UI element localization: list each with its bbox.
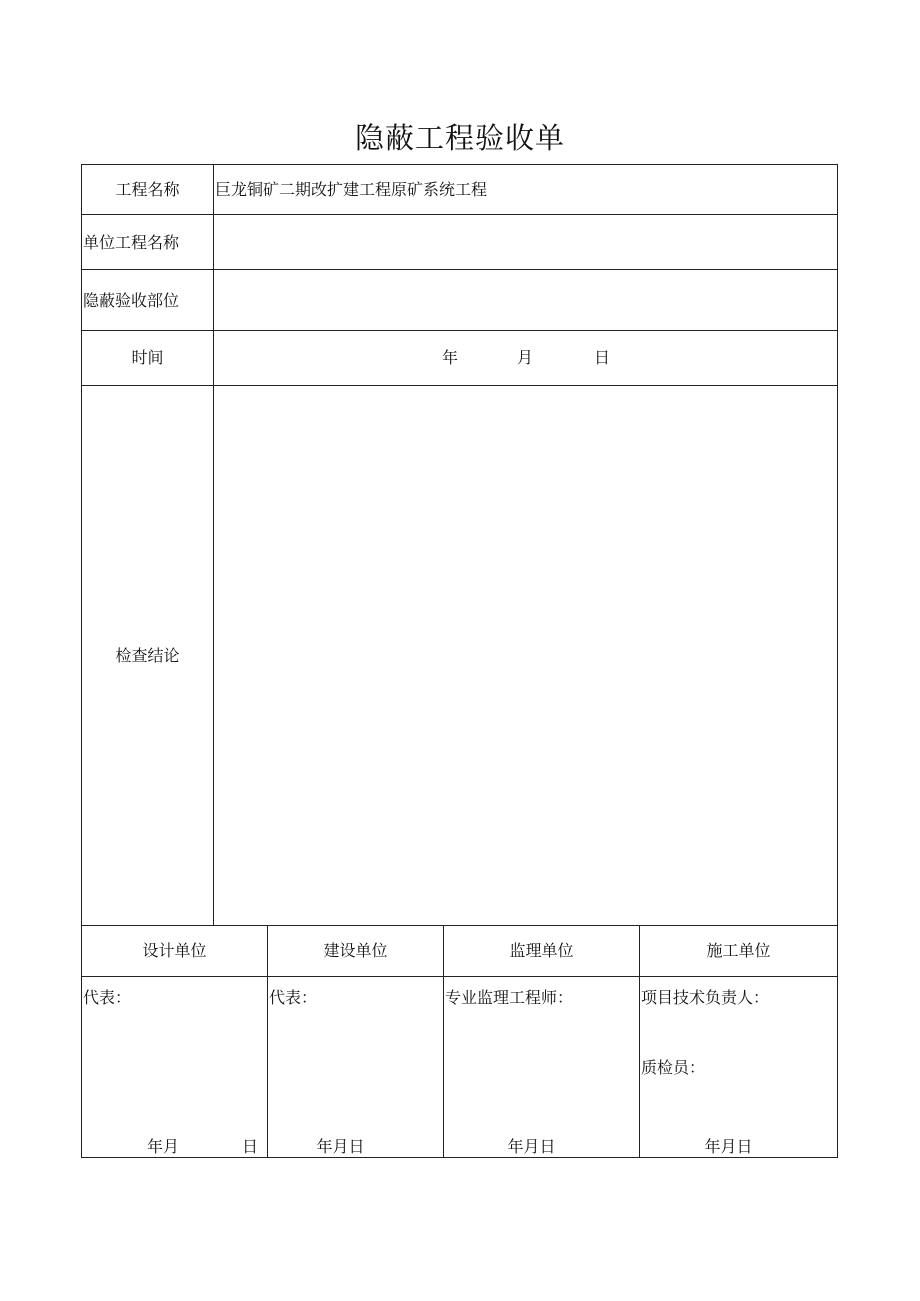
contractor-qc-label: 质检员： [641, 1058, 706, 1077]
row-divider [81, 214, 838, 215]
label-column-divider [213, 164, 214, 925]
conclusion-value[interactable] [220, 395, 830, 915]
time-day-label: 日 [594, 348, 611, 367]
construction-owner-header: 建设单位 [323, 941, 388, 960]
construction-owner-date: 年月日 [316, 1137, 365, 1156]
design-rep-label: 代表： [83, 988, 132, 1007]
design-date-day: 日 [242, 1137, 259, 1156]
project-name-label: 工程名称 [115, 180, 180, 199]
supervision-unit-header: 监理单位 [509, 941, 574, 960]
supervision-engineer-label: 专业监理工程师： [445, 988, 574, 1007]
design-unit-header: 设计单位 [142, 941, 207, 960]
supervision-date: 年月日 [507, 1137, 556, 1156]
row-divider [81, 330, 838, 331]
construction-owner-rep-label: 代表： [269, 988, 318, 1007]
time-label: 时间 [131, 348, 164, 367]
time-year-label: 年 [442, 348, 459, 367]
concealed-part-label: 隐蔽验收部位 [83, 291, 180, 310]
row-divider [81, 925, 838, 926]
project-name-value: 巨龙铜矿二期改扩建工程原矿系统工程 [215, 180, 488, 199]
concealed-part-value[interactable] [220, 291, 830, 311]
contractor-date: 年月日 [704, 1137, 753, 1156]
unit-project-name-value[interactable] [220, 233, 830, 253]
time-month-label: 月 [517, 348, 534, 367]
contractor-tech-lead-label: 项目技术负责人： [641, 988, 770, 1007]
unit-project-name-label: 单位工程名称 [83, 233, 180, 252]
row-divider [81, 385, 838, 386]
row-divider [81, 269, 838, 270]
design-date-year-month: 年月 [147, 1137, 180, 1156]
form-title: 隐蔽工程验收单 [354, 121, 565, 155]
conclusion-label: 检查结论 [115, 646, 180, 665]
row-divider [81, 976, 838, 977]
contractor-unit-header: 施工单位 [706, 941, 771, 960]
